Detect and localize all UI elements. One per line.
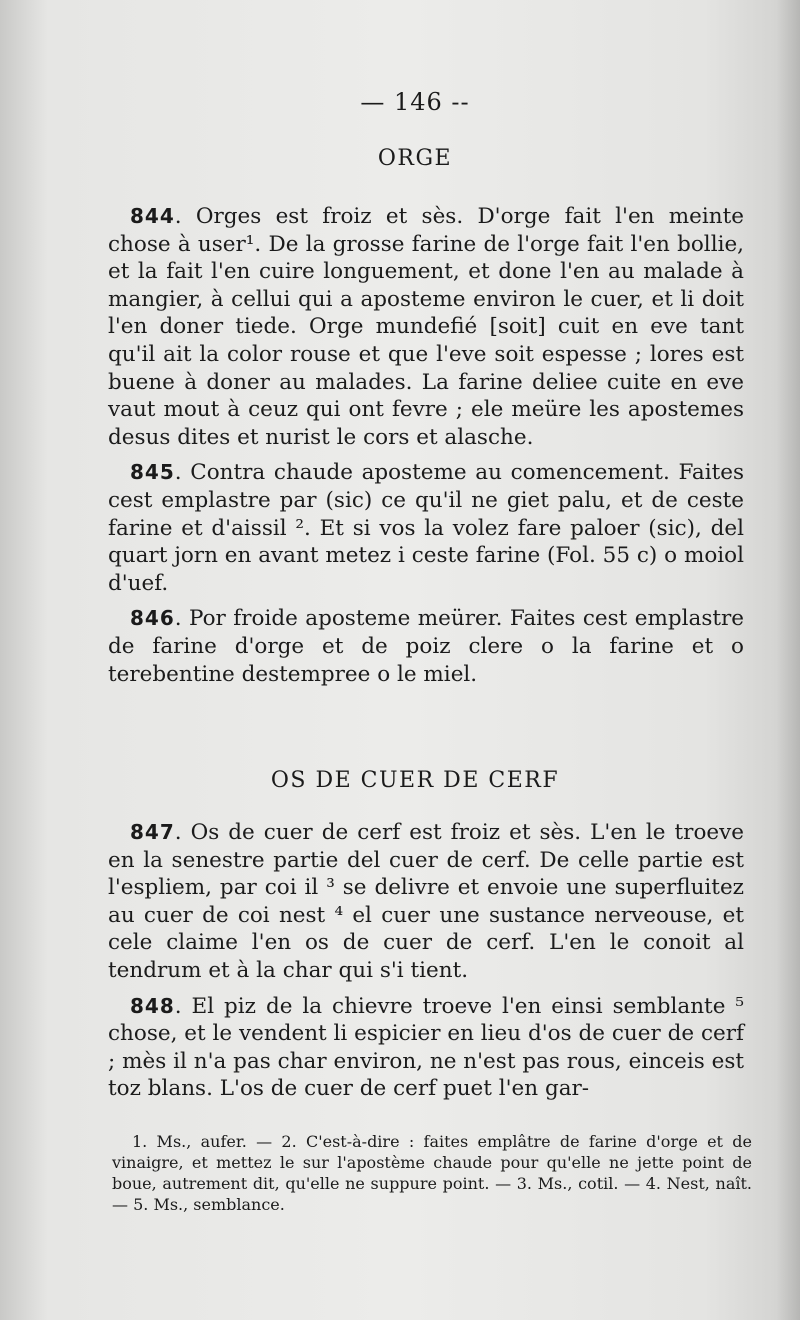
paragraph-845 [108,459,744,597]
footnote-text: 1. Ms., aufer. — 2. C'est-à-dire : faites emplâtre de farine d'orge et de vinaigre, et mettez le sur l'apostème chaude pour qu'elle ne jette point de boue, autrement dit, qu'elle ne suppure point. — 3. Ms., cotil. — 4. Nest, naît. — 5. Ms., semblance. [112,1132,752,1214]
paragraph-number: 845 [130,460,175,485]
paragraph-text: . Contra chaude aposteme au comencement. Faites cest emplastre par (sic) ce qu'il ne giet palu, et de ceste farine et d'aissil ². Et si vos la volez fare paloer (sic), del quart jorn en avant metez i ceste farine (Fol. 55 c) o moiol d'uef. [108,460,744,596]
footnotes [112,1131,752,1215]
paragraph-text: . El piz de la chievre troeve l'en einsi semblante ⁵ chose, et le vendent li espicier en lieu d'os de cuer de cerf ; mès il n'a pas char environ, ne n'est pas rous, einceis est toz blans. L'os de cuer de cerf puet l'en gar- [108,993,744,1102]
paragraph-number: 847 [130,820,175,844]
paragraph-number: 846 [130,606,175,631]
paragraph-number: 848 [130,993,175,1018]
paragraph-846 [108,605,744,688]
section-orge-body [108,203,744,688]
paragraph-text: . Os de cuer de cerf est froiz et sès. L'en le troeve en la senestre partie del cuer de cerf. De celle partie est l'espliem, par coi il ³ se delivre et envoie une superfluitez au cuer de coi nest ⁴ el cuer une sustance nerveouse, et cele claime l'en os de cuer de cerf. L'en le conoit al tendrum et à la char qui s'i tient. [108,820,744,983]
paragraph-847 [108,819,744,985]
section-title-os-de-cuer-de-cerf: OS DE CUER DE CERF [270,768,560,793]
paragraph-848 [108,993,744,1103]
section-title-orge: ORGE [377,146,453,171]
paragraph-text: . Orges est froiz et sès. D'orge fait l'en meinte chose à user¹. De la grosse farine de l'orge fait l'en bollie, et la fait l'en cuire longuement, et done l'en au malade à mangier, à cellui qui a aposteme environ le cuer, et li doit l'en doner tiede. Orge mundefié [soit] cuit en eve tant qu'il ait la color rouse et que l'eve soit espesse ; lores est buene à doner au malades. La farine deliee cuite en eve vaut mout à ceuz qui ont fevre ; ele meüre les apostemes desus dites et nurist le cors et alasche. [108,204,744,450]
paragraph-844 [108,203,744,451]
paragraph-text: . Por froide aposteme meürer. Faites cest emplastre de farine d'orge et de poiz clere o la farine et o terebentine destempree o le miel. [108,606,744,687]
page-number: — 146 -- [360,88,470,116]
paragraph-number: 844 [130,204,175,228]
section-os-de-cuer-body [108,819,744,1103]
